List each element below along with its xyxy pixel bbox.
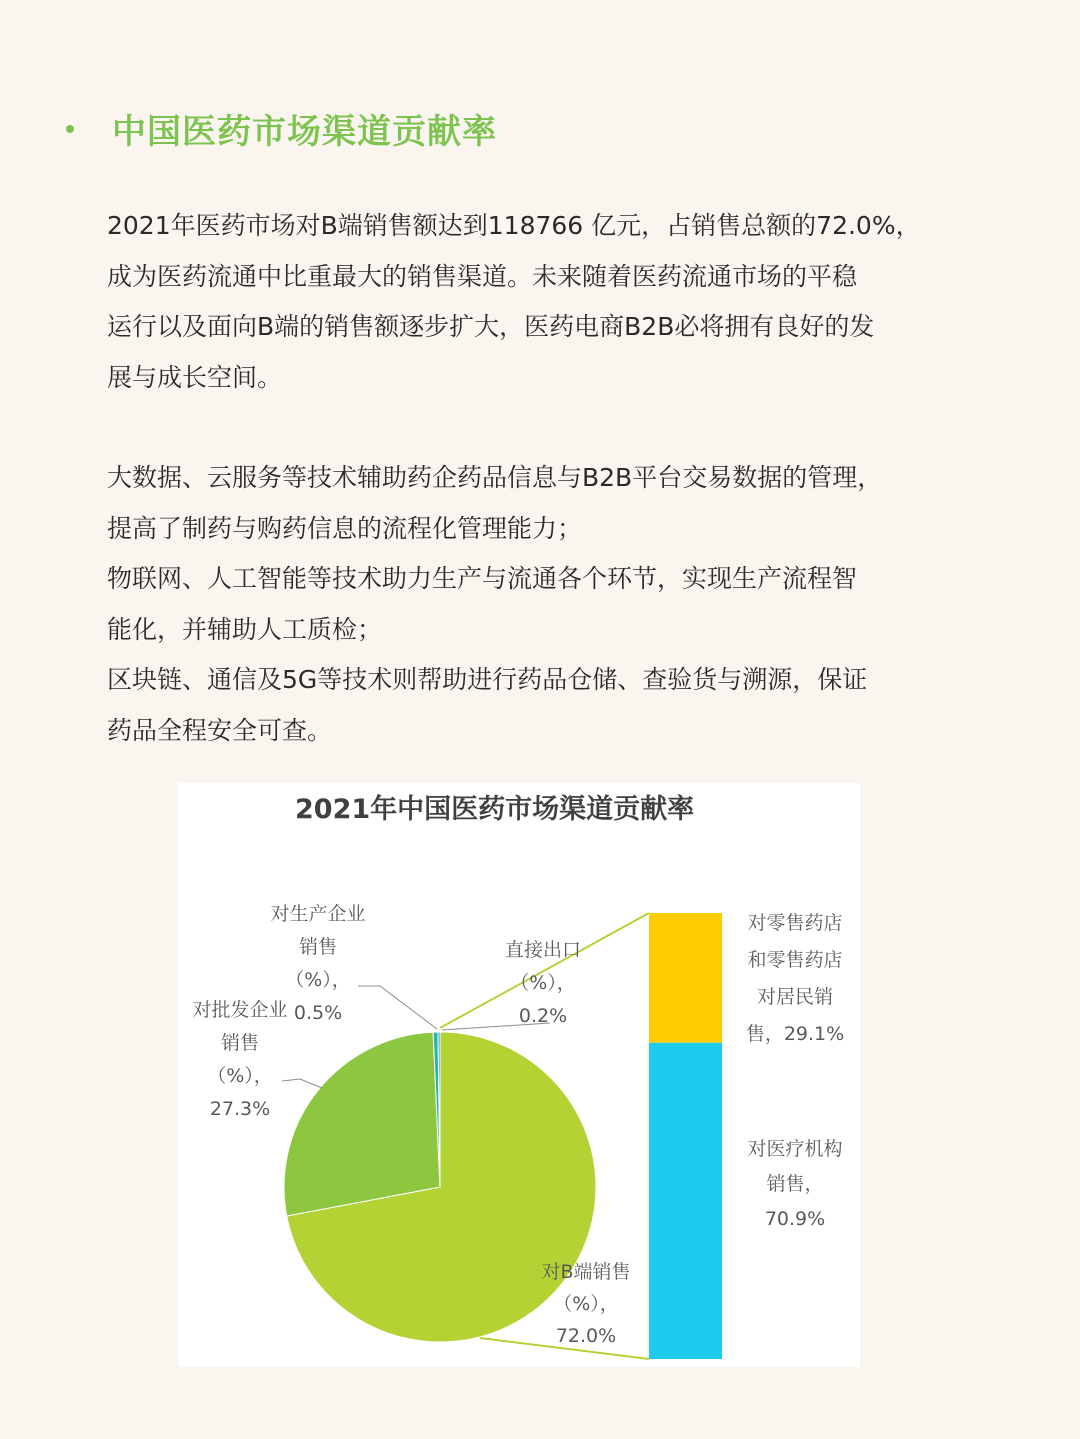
paragraph-line: 物联网、人工智能等技术助力生产与流通各个环节，实现生产流程智 — [107, 564, 858, 593]
chart-title: 2021年中国医药市场渠道贡献率 — [295, 794, 695, 825]
paragraph-line: 提高了制药与购药信息的流程化管理能力； — [107, 513, 583, 543]
label-export: 直接出口（%）， 0.2% — [504, 939, 582, 1027]
label-retail: 对零售药店和零售药店对居民销售，29.1% — [745, 912, 845, 1045]
paragraph-line: 区块链、通信及5G等技术则帮助进行药品仓储、查验货与溯源，保证 — [107, 665, 868, 694]
paragraph-line: 能化，并辅助人工质检； — [107, 614, 383, 644]
channel-contribution-chart — [178, 783, 860, 1367]
breakdown-bar-group — [649, 913, 722, 1359]
paragraph-line: 药品全程安全可查。 — [107, 715, 333, 745]
paragraph-technology — [107, 453, 987, 756]
paragraph-line: 成为医药流通中比重最大的销售渠道。未来随着医药流通市场的平稳 — [107, 261, 858, 291]
leader-producer — [358, 986, 437, 1029]
pie-slice-wholesale — [284, 1032, 440, 1216]
label-b2b: 对B端销售（%）， 72.0% — [541, 1261, 631, 1347]
bar-segment-retail — [649, 913, 722, 1043]
chart-card — [178, 783, 860, 1367]
paragraph-b2b-summary — [107, 201, 987, 403]
bar-segment-medical — [649, 1043, 722, 1359]
bullet-icon — [66, 125, 74, 133]
leader-wholesale — [282, 1079, 322, 1088]
label-producer: 对生产企业销售（%）， 0.5% — [270, 903, 366, 1024]
label-wholesale: 对批发企业销售（%）， 27.3% — [192, 999, 288, 1120]
paragraph-line: 2021年医药市场对B端销售额达到118766 亿元，占销售总额的72.0%， — [107, 211, 921, 240]
label-medical: 对医疗机构销售， 70.9% — [747, 1138, 843, 1230]
section-title: 中国医药市场渠道贡献率 — [112, 112, 497, 152]
pie-group — [284, 1032, 596, 1342]
paragraph-line: 运行以及面向B端的销售额逐步扩大，医药电商B2B必将拥有良好的发 — [107, 312, 875, 341]
section-heading — [66, 104, 497, 153]
paragraph-line: 展与成长空间。 — [107, 362, 283, 392]
paragraph-line: 大数据、云服务等技术辅助药企药品信息与B2B平台交易数据的管理， — [107, 463, 883, 492]
